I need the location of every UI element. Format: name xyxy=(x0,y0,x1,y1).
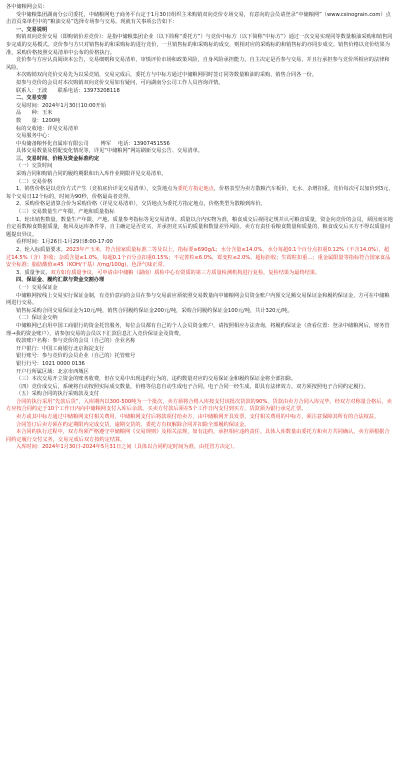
target-value: 详见交易清单 xyxy=(47,125,79,132)
section-3-title: 三、交易时间、价格及资金标准约定 xyxy=(16,155,100,162)
section-3-3-p2: 看样时间：1月26日-1月29日8:00-17:00 xyxy=(16,239,113,246)
greeting: 各中储粮网会员： xyxy=(6,4,48,10)
variety-label: 品 种： xyxy=(16,110,42,117)
price-text-a: 1、销售价格是以竞价方式产生（竞拍底价详见交易清单），交货地点为 xyxy=(16,186,178,193)
target-row xyxy=(6,126,394,134)
section-4-4: （四）竞价成交后，系统将自动按照实际成交数量，价格等信息自动生成电子合同。电子合同一经生成，即具有法律效力。双方须按照电子合同约定履行。 xyxy=(16,383,369,390)
section-4-1-p1: 中储粮网按线上交易实行保证金制，有竞价意向的会员在参与交易前应须依照交易数量向中储粮网会员资金账户内预交足额交易保证金和履约保证金，方可在中储粮网进行交易。 xyxy=(6,292,390,307)
service-phone-label: 电话： xyxy=(117,140,134,147)
section-3-2-p1 xyxy=(6,186,394,201)
contact-line: 联系人：王波 联系电话：13973208118 xyxy=(16,87,120,94)
section-3-3-p3 xyxy=(6,247,394,270)
variety-row xyxy=(6,110,394,118)
section-4-5-p2: 卖方或其中标方通过中储粮网支付相关费用，中储粮网支付后将款项付给卖方，由中储粮网开具发票，支付相关费用的中标方，须注意保障其所有的合法权益。 xyxy=(16,414,380,421)
section-3-2-title: （二）交易价格 xyxy=(16,178,53,185)
quantity-row xyxy=(6,118,394,126)
service-person: 傅军 xyxy=(100,140,112,147)
section-4-2-p1: 中储粮网已启用中国工商银行的资金托管服务，每位会员都有自己的个人会员资金账户，请按照相应办法查询，将履约保证金（查看位置：登录中储粮网后，财务管理→我的资金账户），请参加交易的会员以下汇款信息汇入竞价保证金及资费。 xyxy=(6,322,390,337)
bank-area-value: 北京市西城区 xyxy=(57,368,89,375)
section-1-p3: 本次购销双向竞价交易先为以采竞销，交易完成后，委托方与中标方通过中储粮网同时签订同等数量粮油的采购、销售合同各一份。 xyxy=(16,72,317,79)
footer-paragraph: 本合同约执行过程中，双方均须严格遵守中储粮网《交易规则》及相关法规，如有违约，承担相应违约责任。具体入库数量由委托方和卖方共同确认，卖方须根据合同约定履行交付义务，交易完成后双方按约定结算。 xyxy=(6,429,390,443)
section-3-1-text: 采购合同和购销合同的履约期限和出入库作业期限详见交易清单。 xyxy=(16,171,167,178)
section-4-5-title: （五）采购合同的执行采购款及支付 xyxy=(16,391,100,398)
section-4-6: 合同签订后卖方须在约定期限内完成交货，逾期交货的，委托方有权解除合同并扣除全部履约保证金。 xyxy=(16,421,250,428)
section-3-3-title: （三）交易数量生产年限、产地和质量指标 xyxy=(16,209,115,216)
section-4-3: （三）本次交易开立资金的账务收费，但在交易中出现违约行为的，违约数量对应的交易保证金和履约保证金将全部扣除。 xyxy=(16,376,297,383)
section-2-title: 二、交易安排 xyxy=(16,95,48,102)
section-4-2-p2: 收款账户名称：参与竞价的会员（自己的）企业名称 xyxy=(16,338,136,345)
bank-value: 中国工商银行北京海淀支行 xyxy=(41,345,105,352)
quality-req-label: 2、轮入标质量要求。 xyxy=(16,247,66,253)
section-4-title: 四、保证金、履约汇款与资金交割办理 xyxy=(16,277,105,284)
quantity-label: 数 量： xyxy=(16,117,42,124)
price-text-c: ，价格表型为卖方散粮汽车板价，无水、杂增扣重。竞价每次可以加价到3元，每个交易日12个标的，时间为90秒，价格最高者竞得。 xyxy=(6,186,394,200)
section-1-p2: 竞价参与方应认真阅读本公告，交易细则和交易清单，审慎评价市场和政策风险，自身风险承担能力，自主决定是否参与交易，并且行承担参与竞价所相应的法律和风险。 xyxy=(6,57,390,71)
section-4-5-p1: 合同的执行采用“先款后货”，入库期内以300-500吨为一个批次，卖方须将合格入库按支付该批次货款的90%，货款由卖方合同入库完毕。经双方对称量合格后，卖方应按合同约定于10个工作日内向中储粮网支付入库后余款。买卖方付款后须在5个工作日内支付到买方，货款须为银行承兑汇票。 xyxy=(6,398,392,413)
target-label: 标的交收地： xyxy=(16,125,48,132)
service-phone: 13907451556 xyxy=(133,140,170,147)
quantity-value: 1200吨 xyxy=(41,117,61,124)
bank-no-label: 银行行号： xyxy=(16,360,42,367)
service-center-label: 交易服务中心： xyxy=(16,133,53,140)
dispute-label: 3、质量争议。 xyxy=(16,269,51,276)
price-text-highlight: 委托方指定地点 xyxy=(177,186,214,193)
bank-area-row xyxy=(6,369,394,377)
dispute-text: 双方如有质量争议，可申请由中储粮（湖南）质检中心有资质的第三方质量检测机构进行复检，复检结果为最终结果。 xyxy=(50,269,321,276)
section-1-p4: 拟参与竞价的会员对本次购销双向竞价交易如有疑问，可向湖南分公司工作人员咨询详情。 xyxy=(16,79,224,86)
end-line: 入库时间：2024年1月30日-2024年5月31日之间（具体以合同约定时间为准，由托管方决定）。 xyxy=(16,444,238,451)
intro-paragraph: 受中储粮集团湖南分公司委托，中储粮网电子商务平台定于1月30日组织主米购销双向竞价专场交易，有意向的会员请登录“中储粮网”（www.csinograin.com）点击首页菜单栏中的“粮油交易”选择专场参与交易。现就有关事项公告如下： xyxy=(6,11,391,26)
section-3-2-p2: 2、采购价格是清算合价为采购价格（详见交易清单），交货地点为委托方指定地点，价格类型为散粮到库价。 xyxy=(16,201,266,208)
bank-no-row xyxy=(6,361,394,369)
section-4-1-title: （一）交易保证金 xyxy=(16,284,58,291)
account-value: 参与竞价的会员企业（自己的）托管账号 xyxy=(41,353,136,360)
account-label: 银行账号： xyxy=(16,353,42,360)
section-1-p1: 购销双向竞价交易（即购销价差竞价）：是指中储粮集团企业（以下简称“委托方”）与竞价中标方（以下简称“中标方”）通过一次交易实现同等数量粮油采购和销售同步完成的交易模式。竞价参与方只对销售标的和采购标的进行竞价，一旦销售标的和采购标的成交，则相对应的采购标的和销售标的亦同步成交。销售价格以竞价结果为准，采购价格按照交易清单中公布的价格执行。 xyxy=(6,34,393,56)
bank-area-label: 开户行所属区域： xyxy=(16,368,58,375)
service-center-note: 具体交易数量及搭配变化情况等，详见“中储粮网”网站刷新交易公告、交易清单。 xyxy=(16,148,203,155)
trade-time: 交易时间：2024年1月30日10:00开始 xyxy=(16,102,106,109)
variety-value: 玉米 xyxy=(41,110,53,117)
bank-no-value: 1021 0000 0136 xyxy=(41,360,85,367)
section-4-1-p2: 销售标采购合同交易保证金为10元/吨，销售合同履约保证金200元/吨，采购合同履约保证金100元/吨，共计320元/吨。 xyxy=(16,307,293,314)
section-4-2-title: （二）保证金交纳 xyxy=(16,315,58,322)
service-company: 中央储备粮怀化直属库有限公司 xyxy=(16,140,89,147)
account-row xyxy=(6,353,394,361)
section-3-3-p1: 1、轮出销售数量。数量生产年限、产地、质量参考指标等见交易清单。质量以合内实物为准，粮食成交后视同定规并认可粮食质量，资金向竞价的会员，须因而实地自定看数粮食数据质量，拖风及运库条件等，自主确定是否竞买，并承担竞买后的质量和数量差异风险。卖方有责任看粮食数量和质量的，粮食成交后买方不得以质量问题提出异议。 xyxy=(6,216,393,238)
bank-label: 开户银行： xyxy=(16,345,42,352)
section-3-1-title: （一）交货时间 xyxy=(16,163,53,170)
section-1-title: 一、交易说明 xyxy=(16,26,48,33)
quality-req-text: 2023年产玉米，符合国家质量标准二等及以上，指标要≥690g/L；水分含量≤14.0%，水分每超0.1个百分点扣重0.12%（不含14.0%），超过14.5%（含）拒收；杂质含量≤1.0%，每超0.1个百分点扣重0.15%；不完善粒≤6.0%，霉变粒≤2.0%，超标拒收；生霉粒扣重…；重金属限量等指标符合国家食品安全标准；脂肪酸值≤45（KOH/干基）/(mg/100g)，色泽气味正常。 xyxy=(6,247,391,269)
